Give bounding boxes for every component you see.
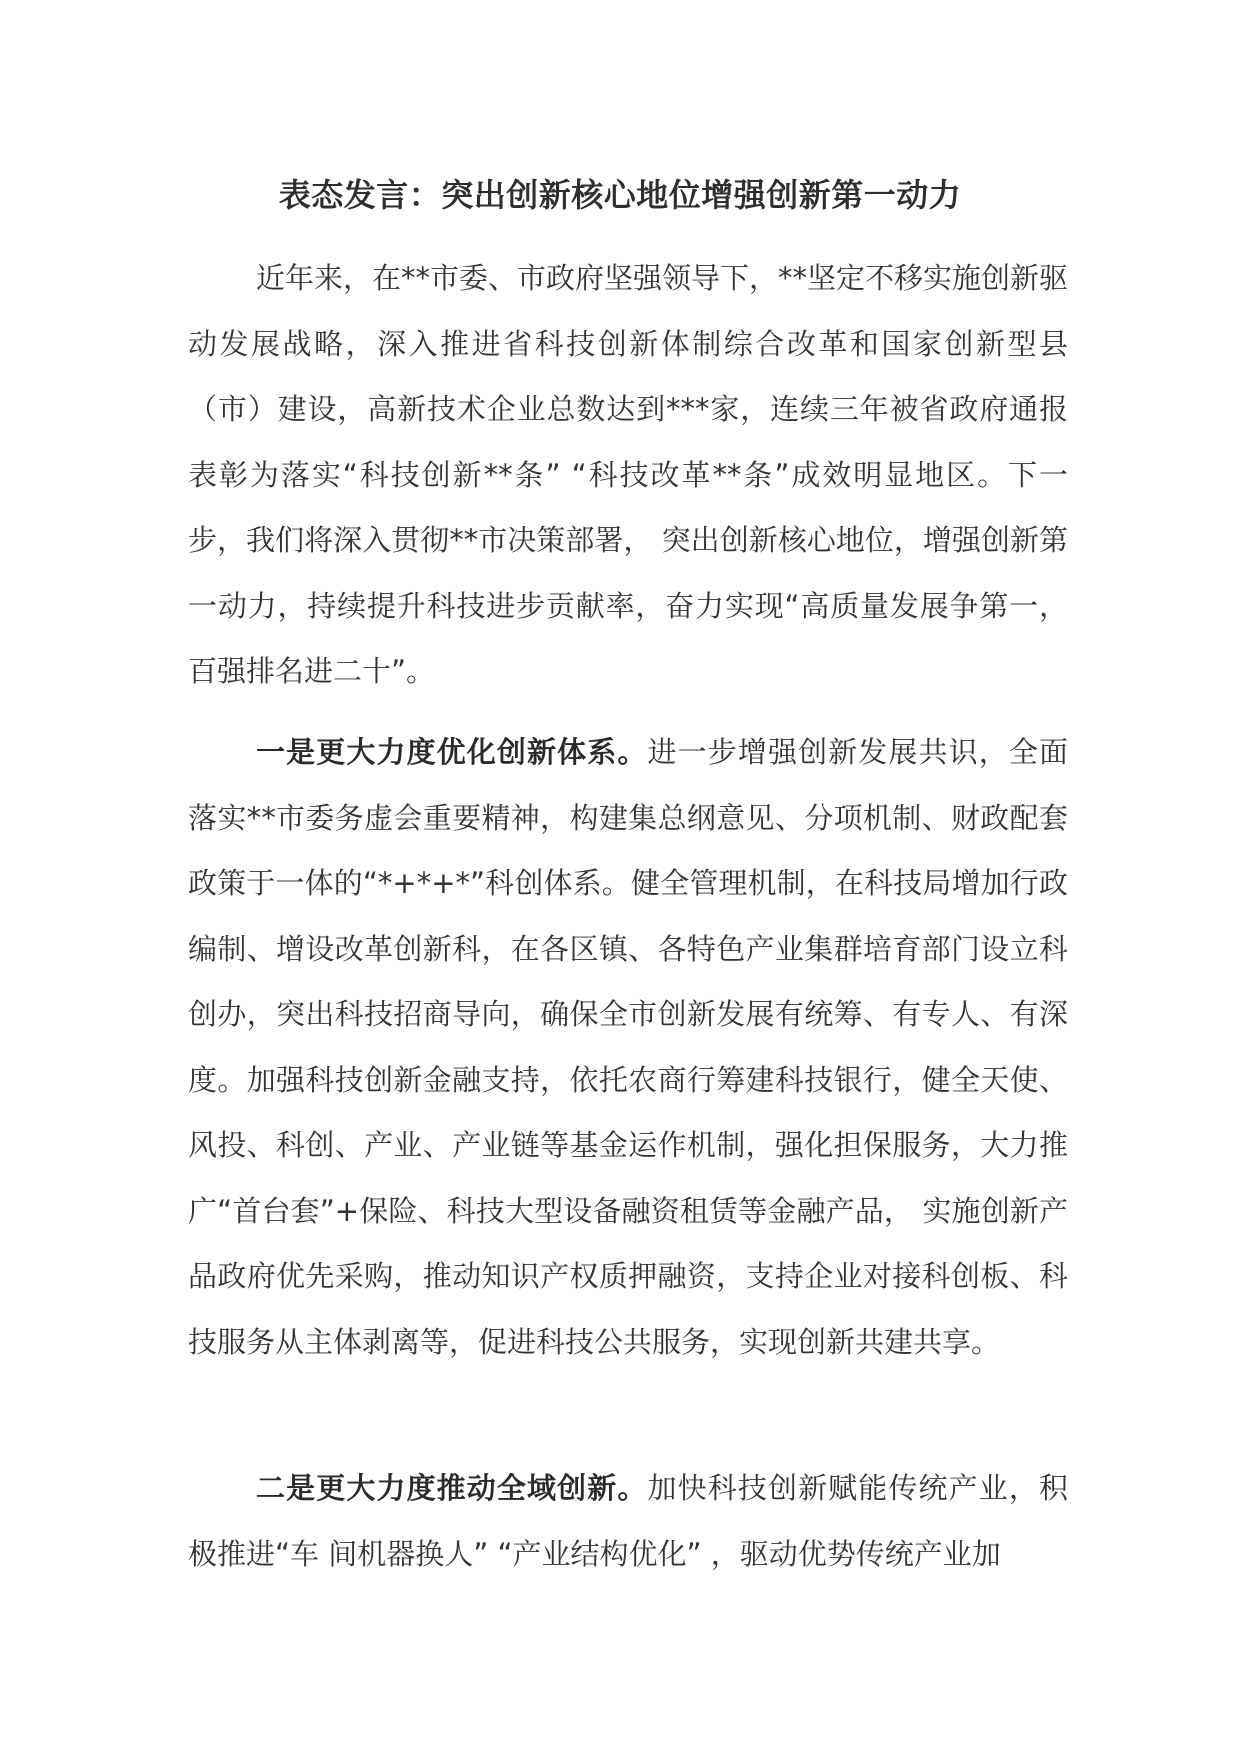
paragraph-text: 进一步增强创新发展共识，全面落实**市委务虚会重要精神，构建集总纲意见、分项机制、财政配套政策于一体的“*+*+*”科创体系。健全管理机制，在科技局增加行政编制、增设改革创新科，在各区镇、各特色产业集群培育部门设立科创办，突出科技招商导向，确保全市创新发展有统筹、有专人、有深度。加强科技创新金融支持，依托农商行筹建科技银行，健全天使、风投、科创、产业、产业链等基金运作机制，强化担保服务，大力推广“首台套”+保险、科技大型设备融资租赁等金融产品， 实施创新产品政府优先采购，推动知识产权质押融资，支持企业对接科创板、科技服务从主体剥离等，促进科技公共服务，实现创新共建共享。 — [188, 735, 1068, 1359]
paragraph-text: 加快科技创新赋能传统产业，积极推进“车 间机器换人” “产业结构优化” ，驱动优势传统产业加 — [188, 1471, 1068, 1571]
paragraph-lead: 二是更大力度推动全域创新。 — [256, 1471, 648, 1505]
paragraph-intro — [188, 246, 1068, 705]
paragraph-text: 近年来，在**市委、市政府坚强领导下，**坚定不移实施创新驱动发展战略，深入推进省科技创新体制综合改革和国家创新型县（市）建设，高新技术企业总数达到***家，连续三年被省政府通报表彰为落实“科技创新**条” “科技改革**条”成效明显地区。下一步，我们将深入贯彻**市决策部署， 突出创新核心地位，增强创新第一动力，持续提升科技进步贡献率，奋力实现“高质量发展争第一，百强排名进二十”。 — [188, 261, 1069, 688]
document-title: 表态发言：突出创新核心地位增强创新第一动力 — [278, 176, 962, 214]
paragraph-lead: 一是更大力度优化创新体系。 — [256, 735, 648, 769]
paragraph-optimize-innovation-system — [188, 720, 1068, 1375]
paragraph-promote-full-innovation — [188, 1456, 1068, 1587]
